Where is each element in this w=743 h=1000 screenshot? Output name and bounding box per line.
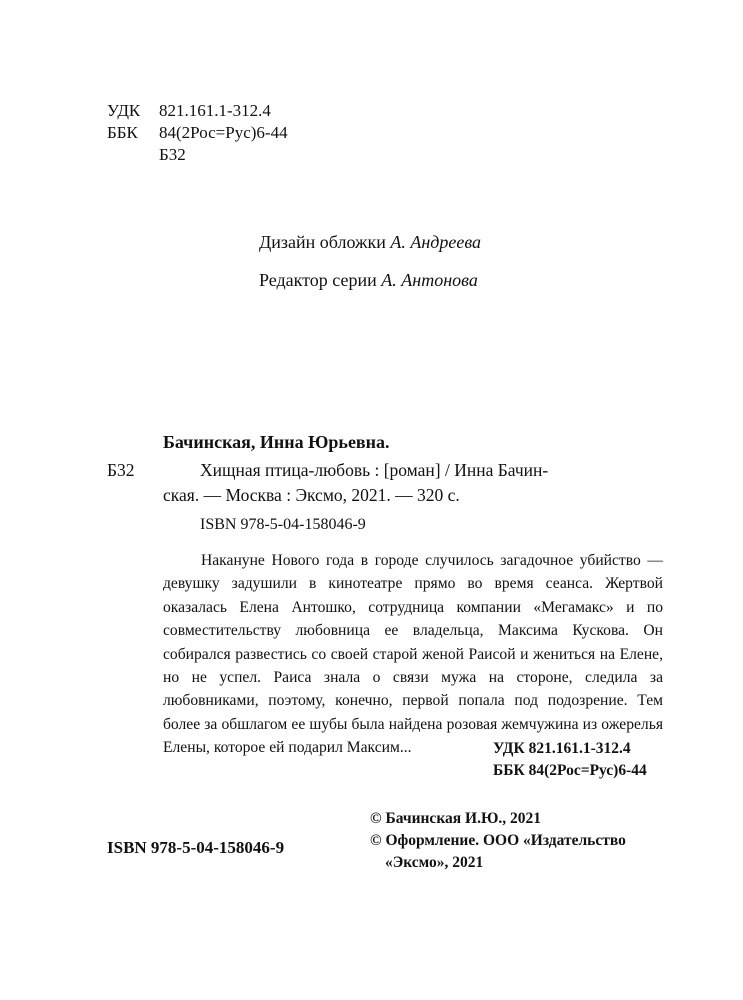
card-isbn: ISBN 978-5-04-158046-9	[200, 516, 366, 533]
card-author: Бачинская, Инна Юрьевна.	[163, 432, 390, 452]
card-bbk: ББК 84(2Рос=Рус)6-44	[493, 762, 647, 779]
udk-line	[107, 100, 288, 122]
bbk-value: 84(2Рос=Рус)6-44	[159, 123, 288, 142]
card-abstract: Накануне Нового года в городе случилось загадочное убийство — девушку задушили в кинотеатре прямо во время сеанса. Жертвой оказалась Елена Антошко, сотрудница компании «Мегамакс» и по совместительству любовница ее владельца, Максима Кускова. Он собирался развестись со своей старой женой Раисой и жениться на Елене, но не успел. Раиса знала о связи мужа на стороне, следила за любовниками, поэтому, конечно, первой попала под подозрение. Тем более за обшлагом ее шубы была найдена розовая жемчужина из ожерелья Елены, которое ей подарил Максим...	[163, 552, 663, 757]
cover-design-name: А. Андреева	[390, 232, 482, 252]
copyright-design-line2: «Эксмо», 2021	[385, 854, 484, 871]
card-sign: Б32	[107, 460, 135, 480]
footer-isbn: ISBN 978-5-04-158046-9	[107, 838, 285, 857]
series-editor-credit	[259, 270, 478, 291]
card-title-line2: ская. — Москва : Эксмо, 2021. — 320 с.	[163, 485, 460, 505]
author-sign: Б32	[159, 145, 186, 164]
bbk-line	[107, 122, 288, 144]
copyright-author: © Бачинская И.Ю., 2021	[370, 810, 542, 827]
card-title-line1: Хищная птица-любовь : [роман] / Инна Бачин-	[200, 460, 549, 480]
bbk-key: ББК	[107, 123, 138, 142]
udk-value: 821.161.1-312.4	[159, 101, 271, 120]
series-editor-label: Редактор серии	[259, 270, 377, 290]
series-editor-name: А. Антонова	[381, 270, 478, 290]
author-sign-line	[107, 144, 288, 166]
copyright-design-line1: © Оформление. ООО «Издательство	[370, 832, 626, 849]
classification-block	[107, 100, 288, 166]
cover-design-credit	[259, 232, 481, 253]
cover-design-label: Дизайн обложки	[259, 232, 386, 252]
card-udk: УДК 821.161.1-312.4	[493, 740, 631, 757]
udk-key: УДК	[107, 101, 141, 120]
